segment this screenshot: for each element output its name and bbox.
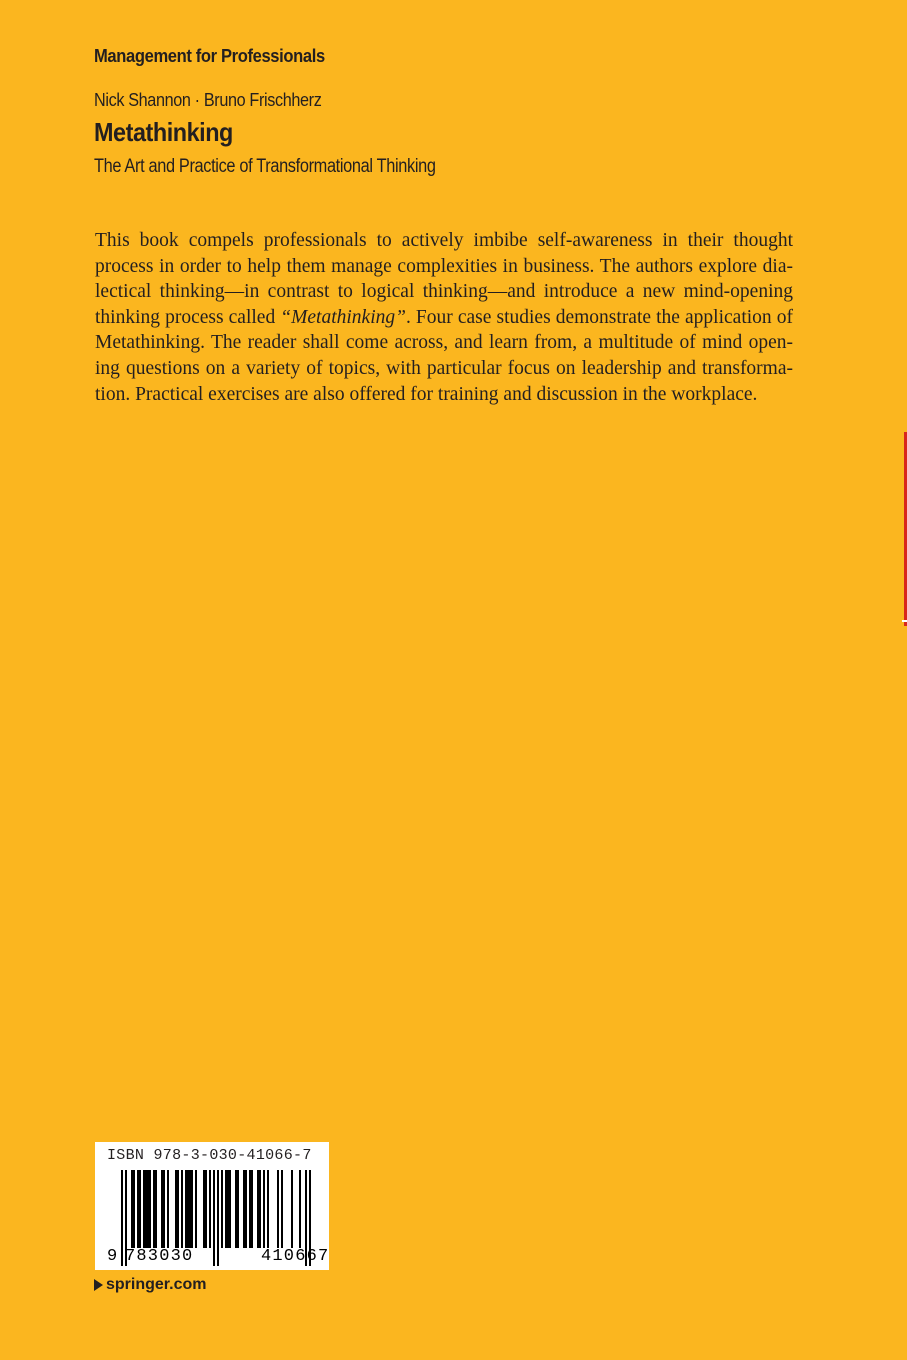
barcode-bar xyxy=(195,1170,197,1248)
barcode-bar xyxy=(245,1170,247,1248)
barcode-bar xyxy=(251,1170,253,1248)
description-line: This book compels professionals to actively imbibe self-awareness in their thought xyxy=(95,230,793,251)
barcode-digits-right: 410667 xyxy=(261,1247,330,1266)
barcode-bar xyxy=(181,1170,183,1248)
barcode-bar xyxy=(225,1170,227,1248)
barcode-digit-first: 9 xyxy=(107,1247,118,1266)
barcode-bar xyxy=(267,1170,269,1248)
barcode-bar xyxy=(237,1170,239,1248)
barcode-bar xyxy=(257,1170,259,1248)
barcode-bar xyxy=(243,1170,245,1248)
barcode-bar xyxy=(281,1170,283,1248)
series-name: Management for Professionals xyxy=(94,46,325,66)
barcode-bar xyxy=(291,1170,293,1248)
barcode-digits xyxy=(95,1247,329,1269)
barcode-bar xyxy=(137,1170,139,1248)
barcode-bar xyxy=(191,1170,193,1248)
barcode-bar xyxy=(259,1170,261,1248)
description-line: lectical thinking—in contrast to logical thinking—and introduce a new mind-opening xyxy=(95,281,793,303)
barcode-bar xyxy=(133,1170,135,1248)
description-line xyxy=(95,305,793,331)
barcode-bar xyxy=(249,1170,251,1248)
book-authors: Nick Shannon · Bruno Frischherz xyxy=(94,90,322,110)
barcode-bar xyxy=(209,1170,211,1248)
barcode-bar xyxy=(155,1170,157,1248)
barcode-bar xyxy=(203,1170,205,1248)
barcode-bar xyxy=(177,1170,179,1248)
barcode-bar xyxy=(189,1170,191,1248)
description-line: Metathinking. The reader shall come across, and learn from, a multitude of mind open- xyxy=(95,332,793,354)
barcode-bar xyxy=(221,1170,223,1248)
barcode-bar xyxy=(185,1170,187,1248)
barcode-bar xyxy=(149,1170,151,1248)
barcode-bar xyxy=(277,1170,279,1248)
description-line: tion. Practical exercises are also offered for training and discussion in the workplace. xyxy=(95,383,758,405)
publisher-link[interactable] xyxy=(94,1276,206,1294)
book-title: Metathinking xyxy=(94,117,233,147)
publisher-url: springer.com xyxy=(106,1276,207,1293)
description-line: process in order to help them manage complexities in business. The authors explore dia- xyxy=(95,255,793,277)
description-text: thinking process called xyxy=(95,306,281,328)
barcode-bar xyxy=(187,1170,189,1248)
barcode-bar xyxy=(235,1170,237,1248)
barcode-bar xyxy=(229,1170,231,1248)
isbn-barcode xyxy=(95,1142,329,1270)
barcode-bar xyxy=(205,1170,207,1248)
barcode-bar xyxy=(299,1170,301,1248)
barcode-bar xyxy=(163,1170,165,1248)
barcode-bar xyxy=(147,1170,149,1248)
triangle-right-icon xyxy=(94,1279,103,1291)
description-text: . Four case studies demonstrate the application of xyxy=(405,306,793,328)
barcode-bar xyxy=(175,1170,177,1248)
isbn-label: ISBN 978-3-030-41066-7 xyxy=(107,1147,312,1164)
barcode-bar xyxy=(143,1170,145,1248)
barcode-bar xyxy=(161,1170,163,1248)
barcode-bar xyxy=(153,1170,155,1248)
barcode-bar xyxy=(263,1170,265,1248)
description-line: ing questions on a variety of topics, with particular focus on leadership and transforma- xyxy=(95,357,793,379)
barcode-digits-left: 783030 xyxy=(125,1247,194,1266)
barcode-bar xyxy=(167,1170,169,1248)
barcode-bar xyxy=(145,1170,147,1248)
barcode-bar xyxy=(139,1170,141,1248)
book-description xyxy=(95,228,793,407)
barcode-bar xyxy=(227,1170,229,1248)
description-italic-term: “Metathinking” xyxy=(280,306,406,328)
book-subtitle: The Art and Practice of Transformational Thinking xyxy=(94,156,436,177)
barcode-bar xyxy=(131,1170,133,1248)
